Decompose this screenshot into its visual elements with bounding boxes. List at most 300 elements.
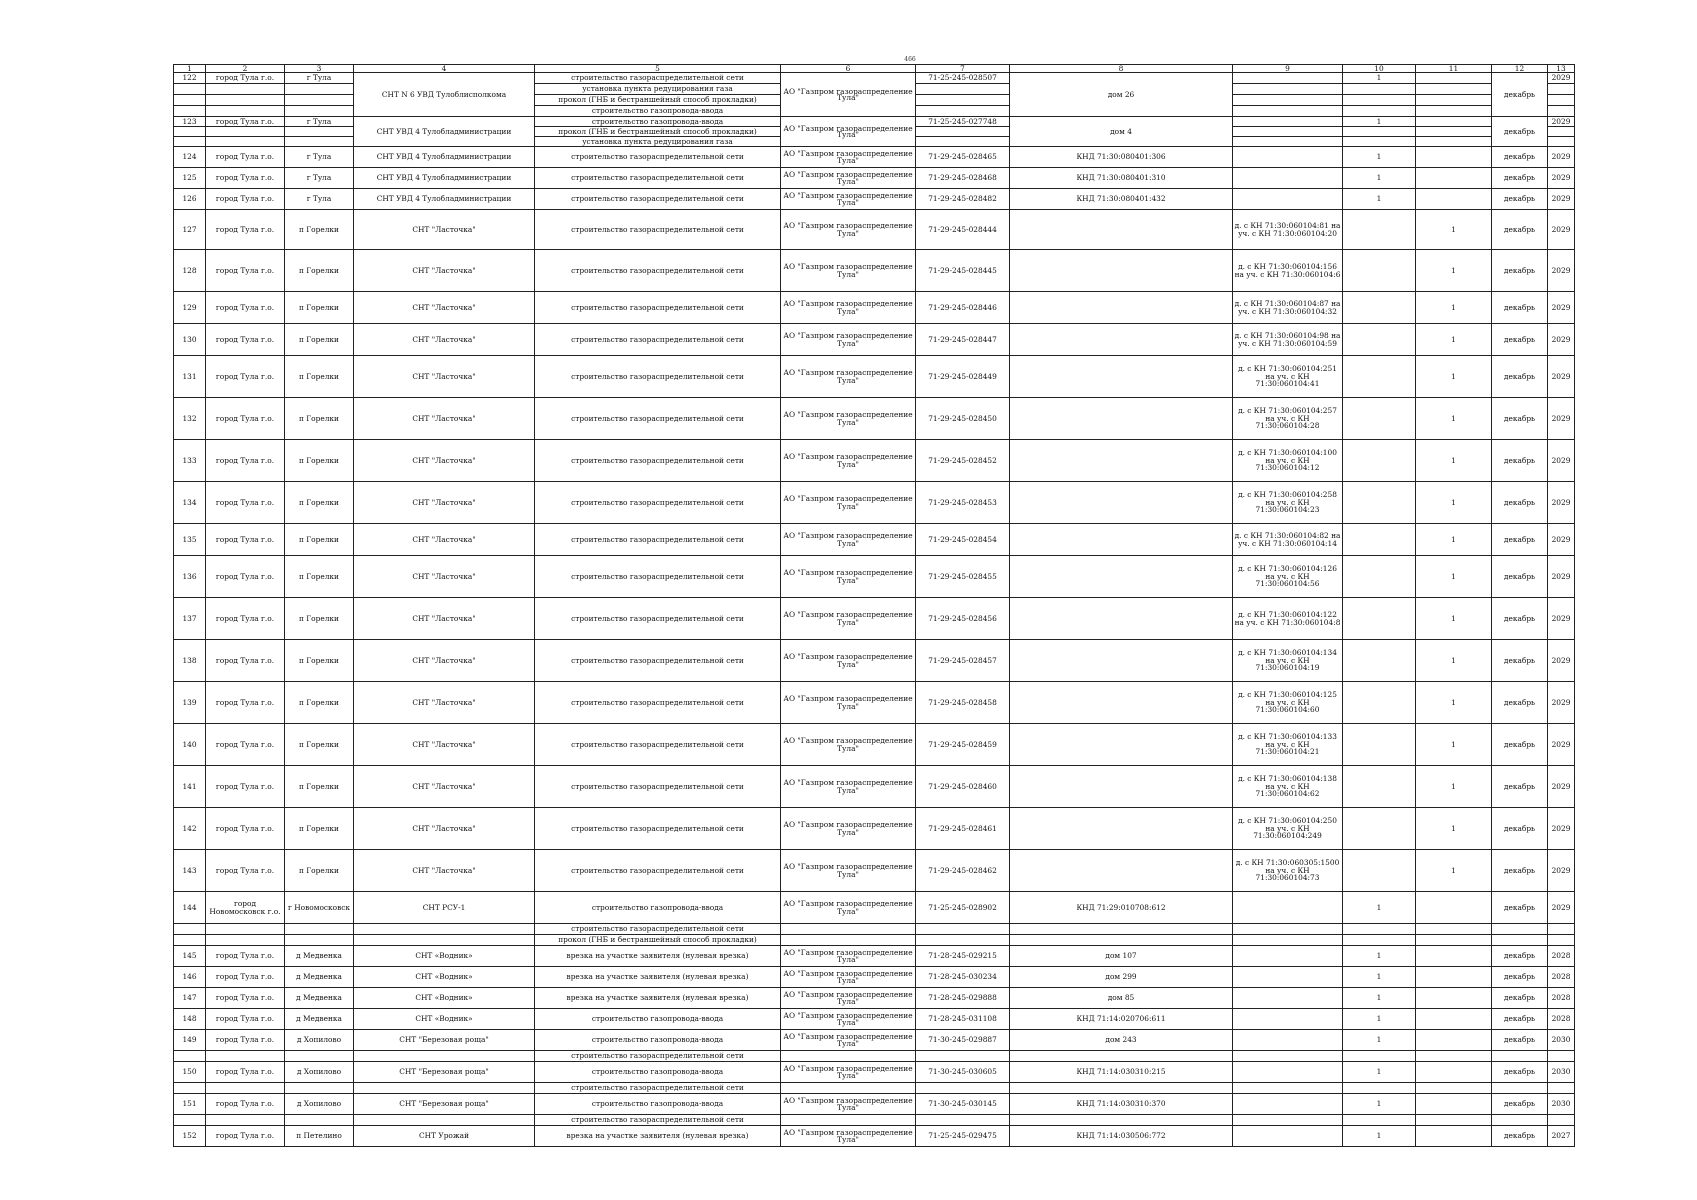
work-type-cell: строительство газораспределительной сети: [535, 482, 781, 524]
month-cell: декабрь: [1492, 440, 1548, 482]
object-cell: СНТ "Ласточка": [354, 850, 535, 892]
locality-cell: г Тула: [285, 73, 354, 84]
object-cell: СНТ "Ласточка": [354, 210, 535, 250]
cadastre-cell: [1233, 892, 1343, 924]
month-cell: декабрь: [1492, 556, 1548, 598]
table-header: [174, 65, 1575, 73]
locality-cell: д Медвенка: [285, 1009, 354, 1030]
municipality-cell: город Тула г.о.: [206, 210, 285, 250]
work-type-cell: установка пункта редуцирования газа: [535, 84, 781, 95]
table-row: [174, 598, 1575, 640]
year-cell: 2029: [1548, 73, 1575, 84]
month-cell: декабрь: [1492, 147, 1548, 168]
work-type-cell: строительство газораспределительной сети: [535, 168, 781, 189]
organization-cell: АО "Газпром газораспределение Тула": [781, 892, 916, 924]
address-cell: КНД 71:30:080401:306: [1010, 147, 1233, 168]
column-header: 8: [1010, 65, 1233, 73]
year-cell: 2029: [1548, 250, 1575, 292]
work-type-cell: строительство газораспределительной сети: [535, 556, 781, 598]
empty-cell: [1416, 1115, 1492, 1126]
object-cell: СНТ N 6 УВД Тулоблисполкома: [354, 73, 535, 117]
object-cell: СНТ "Ласточка": [354, 250, 535, 292]
cadastre-cell: д. с КН 71:30:060104:133 на уч. с КН 71:30:060104:21: [1233, 724, 1343, 766]
quantity-col10-cell: 1: [1343, 117, 1416, 127]
object-cell: СНТ «Водник»: [354, 988, 535, 1009]
object-cell: СНТ "Ласточка": [354, 598, 535, 640]
locality-cell: д Хопилово: [285, 1094, 354, 1115]
month-cell: декабрь: [1492, 640, 1548, 682]
month-cell: декабрь: [1492, 1062, 1548, 1083]
organization-cell: АО "Газпром газораспределение Тула": [781, 967, 916, 988]
empty-cell: [206, 935, 285, 946]
cadastre-cell: д. с КН 71:30:060104:100 на уч. с КН 71:30:060104:12: [1233, 440, 1343, 482]
cadastre-cell: д. с КН 71:30:060104:134 на уч. с КН 71:30:060104:19: [1233, 640, 1343, 682]
empty-cell: [1343, 924, 1416, 935]
year-cell: 2027: [1548, 1126, 1575, 1147]
row-number: 148: [174, 1009, 206, 1030]
row-number: 133: [174, 440, 206, 482]
address-cell: [1010, 682, 1233, 724]
quantity-col10-cell: [1343, 598, 1416, 640]
table-row: [174, 967, 1575, 988]
municipality-cell: город Тула г.о.: [206, 292, 285, 324]
empty-cell: [1233, 924, 1343, 935]
year-cell: [1548, 137, 1575, 147]
row-number: 146: [174, 967, 206, 988]
empty-cell: [781, 1051, 916, 1062]
organization-cell: АО "Газпром газораспределение Тула": [781, 168, 916, 189]
table-body: [174, 73, 1575, 1147]
work-type-cell: строительство газораспределительной сети: [535, 850, 781, 892]
work-type-cell: врезка на участке заявителя (нулевая врезка): [535, 967, 781, 988]
cadastre-cell: [1233, 1126, 1343, 1147]
locality-cell: п Горелки: [285, 482, 354, 524]
empty-cell: [174, 1083, 206, 1094]
quantity-col11-cell: [1416, 73, 1492, 84]
quantity-col10-cell: [1343, 250, 1416, 292]
table-row: [174, 440, 1575, 482]
locality-cell: п Горелки: [285, 808, 354, 850]
municipality-cell: город Тула г.о.: [206, 808, 285, 850]
municipality-cell: [206, 84, 285, 95]
work-type-cell: установка пункта редуцирования газа: [535, 137, 781, 147]
empty-cell: [1010, 1051, 1233, 1062]
quantity-col11-cell: [1416, 147, 1492, 168]
cadastre-cell: д. с КН 71:30:060104:138 на уч. с КН 71:30:060104:62: [1233, 766, 1343, 808]
row-number: 136: [174, 556, 206, 598]
year-cell: 2029: [1548, 292, 1575, 324]
year-cell: 2029: [1548, 598, 1575, 640]
locality-cell: п Горелки: [285, 598, 354, 640]
year-cell: [1548, 84, 1575, 95]
row-number: 151: [174, 1094, 206, 1115]
quantity-col11-cell: [1416, 1094, 1492, 1115]
cadastre-cell: [1233, 1062, 1343, 1083]
address-cell: [1010, 850, 1233, 892]
application-code-cell: 71-29-245-028447: [916, 324, 1010, 356]
address-cell: дом 243: [1010, 1030, 1233, 1051]
object-cell: СНТ "Березовая роща": [354, 1094, 535, 1115]
quantity-col11-cell: 1: [1416, 598, 1492, 640]
empty-cell: [285, 924, 354, 935]
address-cell: КНД 71:14:030506:772: [1010, 1126, 1233, 1147]
locality-cell: п Петелино: [285, 1126, 354, 1147]
year-cell: 2030: [1548, 1062, 1575, 1083]
municipality-cell: город Тула г.о.: [206, 356, 285, 398]
row-number: 149: [174, 1030, 206, 1051]
quantity-col10-cell: [1343, 137, 1416, 147]
organization-cell: АО "Газпром газораспределение Тула": [781, 640, 916, 682]
work-type-cell: строительство газораспределительной сети: [535, 924, 781, 935]
municipality-cell: город Тула г.о.: [206, 1126, 285, 1147]
municipality-cell: город Тула г.о.: [206, 967, 285, 988]
object-cell: СНТ Урожай: [354, 1126, 535, 1147]
table-row: [174, 356, 1575, 398]
address-cell: [1010, 808, 1233, 850]
table-row: [174, 808, 1575, 850]
empty-cell: [781, 1115, 916, 1126]
column-header: 1: [174, 65, 206, 73]
quantity-col11-cell: 1: [1416, 524, 1492, 556]
empty-cell: [1233, 1083, 1343, 1094]
cadastre-cell: д. с КН 71:30:060104:257 на уч. с КН 71:30:060104:28: [1233, 398, 1343, 440]
organization-cell: АО "Газпром газораспределение Тула": [781, 1030, 916, 1051]
month-cell: декабрь: [1492, 766, 1548, 808]
locality-cell: п Горелки: [285, 250, 354, 292]
municipality-cell: [206, 137, 285, 147]
cadastre-cell: д. с КН 71:30:060104:98 на уч. с КН 71:30:060104:59: [1233, 324, 1343, 356]
empty-cell: [1233, 1115, 1343, 1126]
quantity-col10-cell: [1343, 84, 1416, 95]
year-cell: 2030: [1548, 1030, 1575, 1051]
work-type-cell: строительство газопровода-ввода: [535, 1094, 781, 1115]
empty-cell: [916, 1083, 1010, 1094]
address-cell: КНД 71:29:010708:612: [1010, 892, 1233, 924]
address-cell: [1010, 210, 1233, 250]
quantity-col11-cell: [1416, 1126, 1492, 1147]
municipality-cell: город Тула г.о.: [206, 324, 285, 356]
quantity-col11-cell: [1416, 1030, 1492, 1051]
empty-cell: [285, 1083, 354, 1094]
address-cell: КНД 71:30:080401:432: [1010, 189, 1233, 210]
empty-cell: [285, 1115, 354, 1126]
quantity-col10-cell: 1: [1343, 168, 1416, 189]
table-row: [174, 1094, 1575, 1115]
month-cell: декабрь: [1492, 210, 1548, 250]
month-cell: декабрь: [1492, 808, 1548, 850]
municipality-cell: город Тула г.о.: [206, 988, 285, 1009]
table-row: [174, 1062, 1575, 1083]
empty-cell: [1343, 935, 1416, 946]
month-cell: декабрь: [1492, 988, 1548, 1009]
year-cell: 2029: [1548, 440, 1575, 482]
row-number: 140: [174, 724, 206, 766]
month-cell: декабрь: [1492, 189, 1548, 210]
table-row: [174, 1051, 1575, 1062]
cadastre-cell: д. с КН 71:30:060104:87 на уч. с КН 71:30:060104:32: [1233, 292, 1343, 324]
object-cell: СНТ РСУ-1: [354, 892, 535, 924]
empty-cell: [916, 935, 1010, 946]
month-cell: декабрь: [1492, 1030, 1548, 1051]
municipality-cell: город Тула г.о.: [206, 1062, 285, 1083]
empty-cell: [1492, 1083, 1548, 1094]
work-type-cell: строительство газораспределительной сети: [535, 356, 781, 398]
locality-cell: п Горелки: [285, 640, 354, 682]
column-header: 9: [1233, 65, 1343, 73]
quantity-col10-cell: 1: [1343, 1062, 1416, 1083]
quantity-col11-cell: [1416, 106, 1492, 117]
month-cell: декабрь: [1492, 73, 1548, 117]
municipality-cell: город Тула г.о.: [206, 598, 285, 640]
row-number: 122: [174, 73, 206, 84]
month-cell: декабрь: [1492, 398, 1548, 440]
row-number: 139: [174, 682, 206, 724]
quantity-col11-cell: 1: [1416, 440, 1492, 482]
address-cell: [1010, 482, 1233, 524]
row-number: [174, 127, 206, 137]
quantity-col10-cell: 1: [1343, 946, 1416, 967]
quantity-col11-cell: 1: [1416, 556, 1492, 598]
empty-cell: [174, 935, 206, 946]
municipality-cell: город Тула г.о.: [206, 556, 285, 598]
quantity-col10-cell: [1343, 95, 1416, 106]
quantity-col11-cell: [1416, 988, 1492, 1009]
year-cell: 2029: [1548, 850, 1575, 892]
quantity-col10-cell: [1343, 556, 1416, 598]
year-cell: 2029: [1548, 766, 1575, 808]
table-row: [174, 398, 1575, 440]
locality-cell: д Медвенка: [285, 967, 354, 988]
row-number: 127: [174, 210, 206, 250]
quantity-col11-cell: 1: [1416, 250, 1492, 292]
municipality-cell: город Тула г.о.: [206, 850, 285, 892]
table-row: [174, 682, 1575, 724]
organization-cell: АО "Газпром газораспределение Тула": [781, 988, 916, 1009]
organization-cell: АО "Газпром газораспределение Тула": [781, 250, 916, 292]
application-code-cell: 71-28-245-031108: [916, 1009, 1010, 1030]
organization-cell: АО "Газпром газораспределение Тула": [781, 292, 916, 324]
empty-cell: [354, 1115, 535, 1126]
application-code-cell: 71-29-245-028462: [916, 850, 1010, 892]
work-type-cell: строительство газопровода-ввода: [535, 117, 781, 127]
locality-cell: [285, 127, 354, 137]
municipality-cell: [206, 127, 285, 137]
work-type-cell: строительство газораспределительной сети: [535, 440, 781, 482]
work-type-cell: строительство газопровода-ввода: [535, 106, 781, 117]
organization-cell: АО "Газпром газораспределение Тула": [781, 946, 916, 967]
year-cell: [1548, 95, 1575, 106]
year-cell: 2029: [1548, 117, 1575, 127]
row-number: [174, 137, 206, 147]
year-cell: 2029: [1548, 682, 1575, 724]
municipality-cell: город Тула г.о.: [206, 682, 285, 724]
year-cell: 2029: [1548, 808, 1575, 850]
application-code-cell: 71-29-245-028449: [916, 356, 1010, 398]
row-number: 145: [174, 946, 206, 967]
empty-cell: [1233, 1051, 1343, 1062]
work-type-cell: строительство газопровода-ввода: [535, 1030, 781, 1051]
column-header: 11: [1416, 65, 1492, 73]
work-type-cell: строительство газораспределительной сети: [535, 1083, 781, 1094]
quantity-col10-cell: 1: [1343, 988, 1416, 1009]
row-number: 126: [174, 189, 206, 210]
year-cell: [1548, 127, 1575, 137]
cadastre-cell: д. с КН 71:30:060104:250 на уч. с КН 71:30:060104:249: [1233, 808, 1343, 850]
object-cell: СНТ «Водник»: [354, 946, 535, 967]
table-row: [174, 892, 1575, 924]
quantity-col10-cell: [1343, 766, 1416, 808]
empty-cell: [1010, 924, 1233, 935]
locality-cell: д Хопилово: [285, 1030, 354, 1051]
table-row: [174, 210, 1575, 250]
column-header: 10: [1343, 65, 1416, 73]
table-row: [174, 924, 1575, 935]
empty-cell: [285, 935, 354, 946]
row-number: 142: [174, 808, 206, 850]
empty-cell: [1492, 1115, 1548, 1126]
municipality-cell: город Тула г.о.: [206, 640, 285, 682]
locality-cell: [285, 137, 354, 147]
application-code-cell: [916, 106, 1010, 117]
work-type-cell: строительство газораспределительной сети: [535, 398, 781, 440]
locality-cell: г Тула: [285, 117, 354, 127]
application-code-cell: 71-28-245-030234: [916, 967, 1010, 988]
row-number: [174, 106, 206, 117]
application-code-cell: [916, 127, 1010, 137]
quantity-col11-cell: 1: [1416, 210, 1492, 250]
quantity-col10-cell: 1: [1343, 1009, 1416, 1030]
municipality-cell: [206, 95, 285, 106]
quantity-col10-cell: 1: [1343, 147, 1416, 168]
month-cell: декабрь: [1492, 967, 1548, 988]
work-type-cell: врезка на участке заявителя (нулевая врезка): [535, 946, 781, 967]
application-code-cell: 71-29-245-028452: [916, 440, 1010, 482]
table-row: [174, 640, 1575, 682]
quantity-col10-cell: [1343, 127, 1416, 137]
month-cell: декабрь: [1492, 946, 1548, 967]
month-cell: декабрь: [1492, 524, 1548, 556]
page-number: 466: [904, 56, 916, 63]
empty-cell: [354, 935, 535, 946]
address-cell: [1010, 398, 1233, 440]
application-code-cell: 71-30-245-030145: [916, 1094, 1010, 1115]
locality-cell: [285, 106, 354, 117]
row-number: 147: [174, 988, 206, 1009]
locality-cell: г Тула: [285, 168, 354, 189]
object-cell: СНТ "Ласточка": [354, 324, 535, 356]
quantity-col11-cell: 1: [1416, 808, 1492, 850]
column-header: 12: [1492, 65, 1548, 73]
quantity-col10-cell: [1343, 482, 1416, 524]
municipality-cell: город Новомосковск г.о.: [206, 892, 285, 924]
object-cell: СНТ "Ласточка": [354, 482, 535, 524]
table-row: [174, 556, 1575, 598]
locality-cell: п Горелки: [285, 398, 354, 440]
month-cell: декабрь: [1492, 892, 1548, 924]
empty-cell: [354, 1051, 535, 1062]
month-cell: декабрь: [1492, 1009, 1548, 1030]
row-number: 152: [174, 1126, 206, 1147]
municipality-cell: город Тула г.о.: [206, 482, 285, 524]
empty-cell: [781, 924, 916, 935]
locality-cell: д Медвенка: [285, 946, 354, 967]
object-cell: СНТ "Ласточка": [354, 808, 535, 850]
quantity-col10-cell: [1343, 398, 1416, 440]
locality-cell: п Горелки: [285, 724, 354, 766]
empty-cell: [174, 1051, 206, 1062]
month-cell: декабрь: [1492, 250, 1548, 292]
organization-cell: АО "Газпром газораспределение Тула": [781, 482, 916, 524]
organization-cell: АО "Газпром газораспределение Тула": [781, 440, 916, 482]
organization-cell: АО "Газпром газораспределение Тула": [781, 147, 916, 168]
quantity-col11-cell: [1416, 946, 1492, 967]
municipality-cell: город Тула г.о.: [206, 250, 285, 292]
organization-cell: АО "Газпром газораспределение Тула": [781, 682, 916, 724]
application-code-cell: 71-29-245-028450: [916, 398, 1010, 440]
object-cell: СНТ "Ласточка": [354, 640, 535, 682]
municipality-cell: город Тула г.о.: [206, 766, 285, 808]
address-cell: [1010, 724, 1233, 766]
empty-cell: [354, 924, 535, 935]
organization-cell: АО "Газпром газораспределение Тула": [781, 210, 916, 250]
cadastre-cell: д. с КН 71:30:060104:125 на уч. с КН 71:30:060104:60: [1233, 682, 1343, 724]
locality-cell: п Горелки: [285, 292, 354, 324]
cadastre-cell: [1233, 73, 1343, 84]
empty-cell: [1010, 935, 1233, 946]
application-code-cell: 71-29-245-028468: [916, 168, 1010, 189]
locality-cell: [285, 95, 354, 106]
year-cell: 2029: [1548, 356, 1575, 398]
quantity-col10-cell: [1343, 850, 1416, 892]
work-type-cell: врезка на участке заявителя (нулевая врезка): [535, 988, 781, 1009]
cadastre-cell: [1233, 189, 1343, 210]
object-cell: СНТ УВД 4 Тулобладминистрации: [354, 147, 535, 168]
address-cell: [1010, 766, 1233, 808]
empty-cell: [206, 1115, 285, 1126]
quantity-col11-cell: [1416, 189, 1492, 210]
row-number: 125: [174, 168, 206, 189]
row-number: [174, 84, 206, 95]
work-type-cell: строительство газораспределительной сети: [535, 766, 781, 808]
quantity-col11-cell: [1416, 137, 1492, 147]
table-row: [174, 1009, 1575, 1030]
address-cell: дом 85: [1010, 988, 1233, 1009]
year-cell: 2028: [1548, 967, 1575, 988]
quantity-col10-cell: 1: [1343, 1126, 1416, 1147]
row-number: 123: [174, 117, 206, 127]
application-code-cell: 71-28-245-029215: [916, 946, 1010, 967]
locality-cell: п Горелки: [285, 766, 354, 808]
application-code-cell: [916, 84, 1010, 95]
quantity-col10-cell: 1: [1343, 1094, 1416, 1115]
address-cell: [1010, 356, 1233, 398]
object-cell: СНТ "Ласточка": [354, 724, 535, 766]
empty-cell: [1492, 1051, 1548, 1062]
month-cell: декабрь: [1492, 482, 1548, 524]
table-row: [174, 946, 1575, 967]
work-type-cell: строительство газораспределительной сети: [535, 640, 781, 682]
quantity-col11-cell: 1: [1416, 724, 1492, 766]
cadastre-cell: д. с КН 71:30:060104:251 на уч. с КН 71:30:060104:41: [1233, 356, 1343, 398]
cadastre-cell: д. с КН 71:30:060104:122 на уч. с КН 71:30:060104:8: [1233, 598, 1343, 640]
work-type-cell: строительство газораспределительной сети: [535, 1051, 781, 1062]
row-number: 129: [174, 292, 206, 324]
quantity-col10-cell: 1: [1343, 967, 1416, 988]
empty-cell: [174, 1115, 206, 1126]
organization-cell: АО "Газпром газораспределение Тула": [781, 1009, 916, 1030]
object-cell: СНТ УВД 4 Тулобладминистрации: [354, 168, 535, 189]
address-cell: КНД 71:14:030310:370: [1010, 1094, 1233, 1115]
